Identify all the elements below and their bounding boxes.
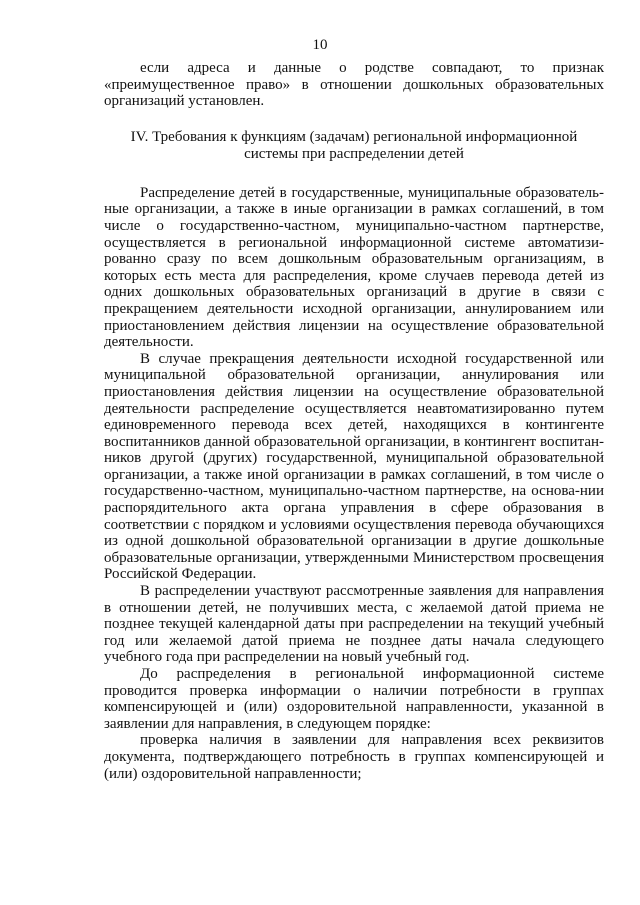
page-number: 10 xyxy=(312,37,328,53)
paragraph: В распределении участвуют рассмотренные заявления для направления в отношении детей, не получивших места, с желаемой датой приема не позднее текущей календарной даты при распределении на текущий учебный год или желаемой датой приема не позднее даты начала следующего учебного года при распределении на новый учебный год. xyxy=(104,583,604,666)
paragraph: проверка наличия в заявлении для направления всех реквизитов документа, подтверждающего потребность в группах компенсирующей и (или) оздоровительной направленности; xyxy=(104,732,604,782)
intro-paragraph: если адреса и данные о родстве совпадают, то признак «преимущественное право» в отношении дошкольных образовательных организаций установлен. xyxy=(104,60,604,110)
paragraph: До распределения в региональной информационной системе проводится проверка информации о наличии потребности в группах компенсирующей и (или) оздоровительной направленности, указанной в заявлении для направления, в следующем порядке: xyxy=(104,666,604,732)
document-body xyxy=(104,60,604,782)
paragraph: В случае прекращения деятельности исходной государственной или муниципальной образовательной организации, аннулирования или приостановления действия лицензии на осуществление образовательной деятельности распределение осуществляется неавтоматизированно путем единовременного перевода всех детей, находящихся в контингенте воспитанников данной образовательной организации, в контингент воспитан-ников другой (других) государственной, муниципальной образовательной организации, а также иной организации в рамках соглашений, в том числе о государственно-частном, муниципально-частном партнерстве, на основа-нии распорядительного акта органа управления в сфере образования в соответствии с порядком и условиями осуществления перевода обучающихся из одной дошкольной образовательной организации в другие дошкольные образовательные организации, утвержденными Министерством просвещения Российской Федерации. xyxy=(104,350,604,583)
paragraph: Распределение детей в государственные, муниципальные образователь-ные организации, а также в иные организации в рамках соглашений, в том числе о государственно-частном, муниципально-частном партнерстве, осуществляется в региональной информационной системе автоматизи-рованно сразу по всем дошкольным образовательным организациям, в которых есть места для распределения, кроме случаев перевода детей из одних дошкольных образовательных организаций в другие в связи с прекращением деятельности исходной организации, аннулированием или приостановлением действия лицензии на осуществление образовательной деятельности. xyxy=(104,184,604,351)
section-heading xyxy=(104,129,604,163)
section-heading-line-1: IV. Требования к функциям (задачам) региональной информационной xyxy=(130,128,578,145)
section-heading-line-2: системы при распределении детей xyxy=(244,145,464,162)
